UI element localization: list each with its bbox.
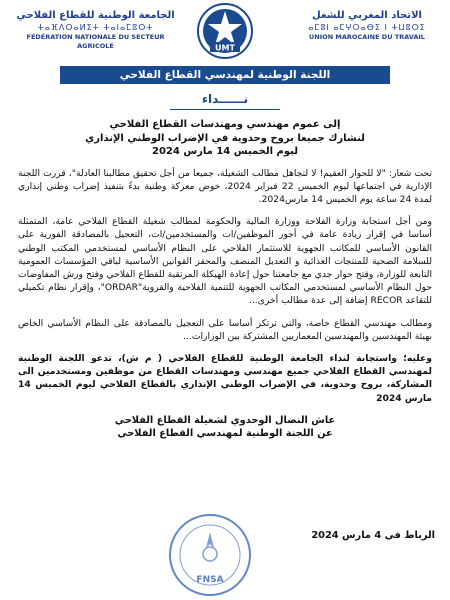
paragraph-engineers: ومطالب مهندسي القطاع خاصة، والتي ترتكز أساسا على التعجيل بالمصادقة على النظام الأساسي الخاص بهيئة المهندسين والمهندسين المعماريين المشتركة بين الوزارات... [18,317,432,342]
paragraph-slogan: تحت شعار: "لا للحوار العقيم! لا لتجاهل مطالب الشغيلة، جميعا من أجل تحقيق مطالبنا العادلة"، قررت اللجنة الإدارية في اجتماعها ليوم الخميس 22 فبراير 2024، خوض معركة وطنية بدءً بتنفيذ إضراب وطني إنذاري لمدة 24 ساعة يوم الخميس 14 مارس2024. [18,167,433,205]
federation-name-ar: الجامعة الوطنية للقطاع الفلاحي [16,10,175,21]
union-name-amazigh: ⴰⵎⵓⵏ ⴰⵎⵖⵔⴰⴱⵉ ⵏ ⵜⵡⵓⵔⵉ [308,23,426,32]
union-name-ar: الاتحاد المغربي للشغل [312,10,422,21]
committee-banner: اللجنة الوطنية لمهندسي القطاع الفلاحي [60,66,390,84]
paragraph-demands: ومن أجل استجابة وزارة الفلاحة ووزارة المالية والحكومة لمطالب شغيلة القطاع الفلاحي عامة، المتمثلة أساسا في إقرار زيادة عامة في أجور الموظفين/ات والمستخدمين/ات، التعجيل بالمصادقة الفورية على القانون الأساسي للمكاتب الجهوية للاستثمار الفلاحي على النظام الأساسي لمستخدمي المكتب الوطني للسلامة الصحية للمنتجات الغذائية و التعديل المنصف والمحفز القوانين الأساسية لباقي المؤسسات العمومية التابعة للوزارة، وفتح حوار جدي مع جامعتنا حول إعادة الهيكلة المرتقبة للقطاع الفلاحي وفتح ورش المفاوضات حول النظام الأساسي لمستخدمي المكاتب الجهوية للتنمية الفلاحية والقروية"ORDAR"، وإقرار نظام تكميلي للتقاعد RECOR إضافة إلى عدة مطالب أخرى... [18,216,433,307]
federation-header [8,10,183,51]
logo-label: UMT [215,43,235,53]
closing-line: عاش النضال الوحدوي لشغيلة القطاع الفلاحي [114,414,336,426]
umt-logo [196,2,254,60]
intro-block [18,118,432,159]
official-stamp [165,510,255,600]
letterhead [0,0,450,60]
intro-line: لنشارك جميعا بروح وحدوية في الإضراب الوطني الإنذاري [85,132,365,144]
document-body [18,118,432,441]
union-header [292,10,442,42]
federation-name-amazigh: ⵜⴰⴼⴷⵔⴰⵍⵉⵜ ⵜⴰⵏⴰⵎⵓⵔⵜ [37,23,154,32]
union-name-fr: UNION MAROCAINE DU TRAVAIL [309,33,425,41]
stamp-label: FNSA [196,575,224,585]
title-underline [170,109,280,110]
intro-line: ليوم الخميس 14 مارس 2024 [152,146,298,157]
intro-line: إلى عموم مهندسي ومهندسات القطاع الفلاحي [109,119,341,130]
document-title: نــــــداء [201,92,249,106]
closing-line: عن اللجنة الوطنية لمهندسي القطاع الفلاحي [117,428,333,440]
date-line: الرباط في 4 مارس 2024 [311,530,435,541]
federation-name-fr: FÉDÉRATION NATIONALE DU SECTEUR AGRICOLE [26,33,165,50]
closing-block [18,414,432,441]
paragraph-call: وعليه؛ واستجابة لنداء الجامعة الوطنية للقطاع الفلاحي ( م ش)، تدعو اللجنة الوطنية لمهندسي القطاع الفلاحي جميع مهندسي ومهندسات القطاع من موظفين ومستخدمين الى المشاركة، بروح وحدوية، في الإضراب الوطني الإنذاري بالقطاع الفلاحي ليوم الخميس 14 مارس 2024 [18,352,432,404]
